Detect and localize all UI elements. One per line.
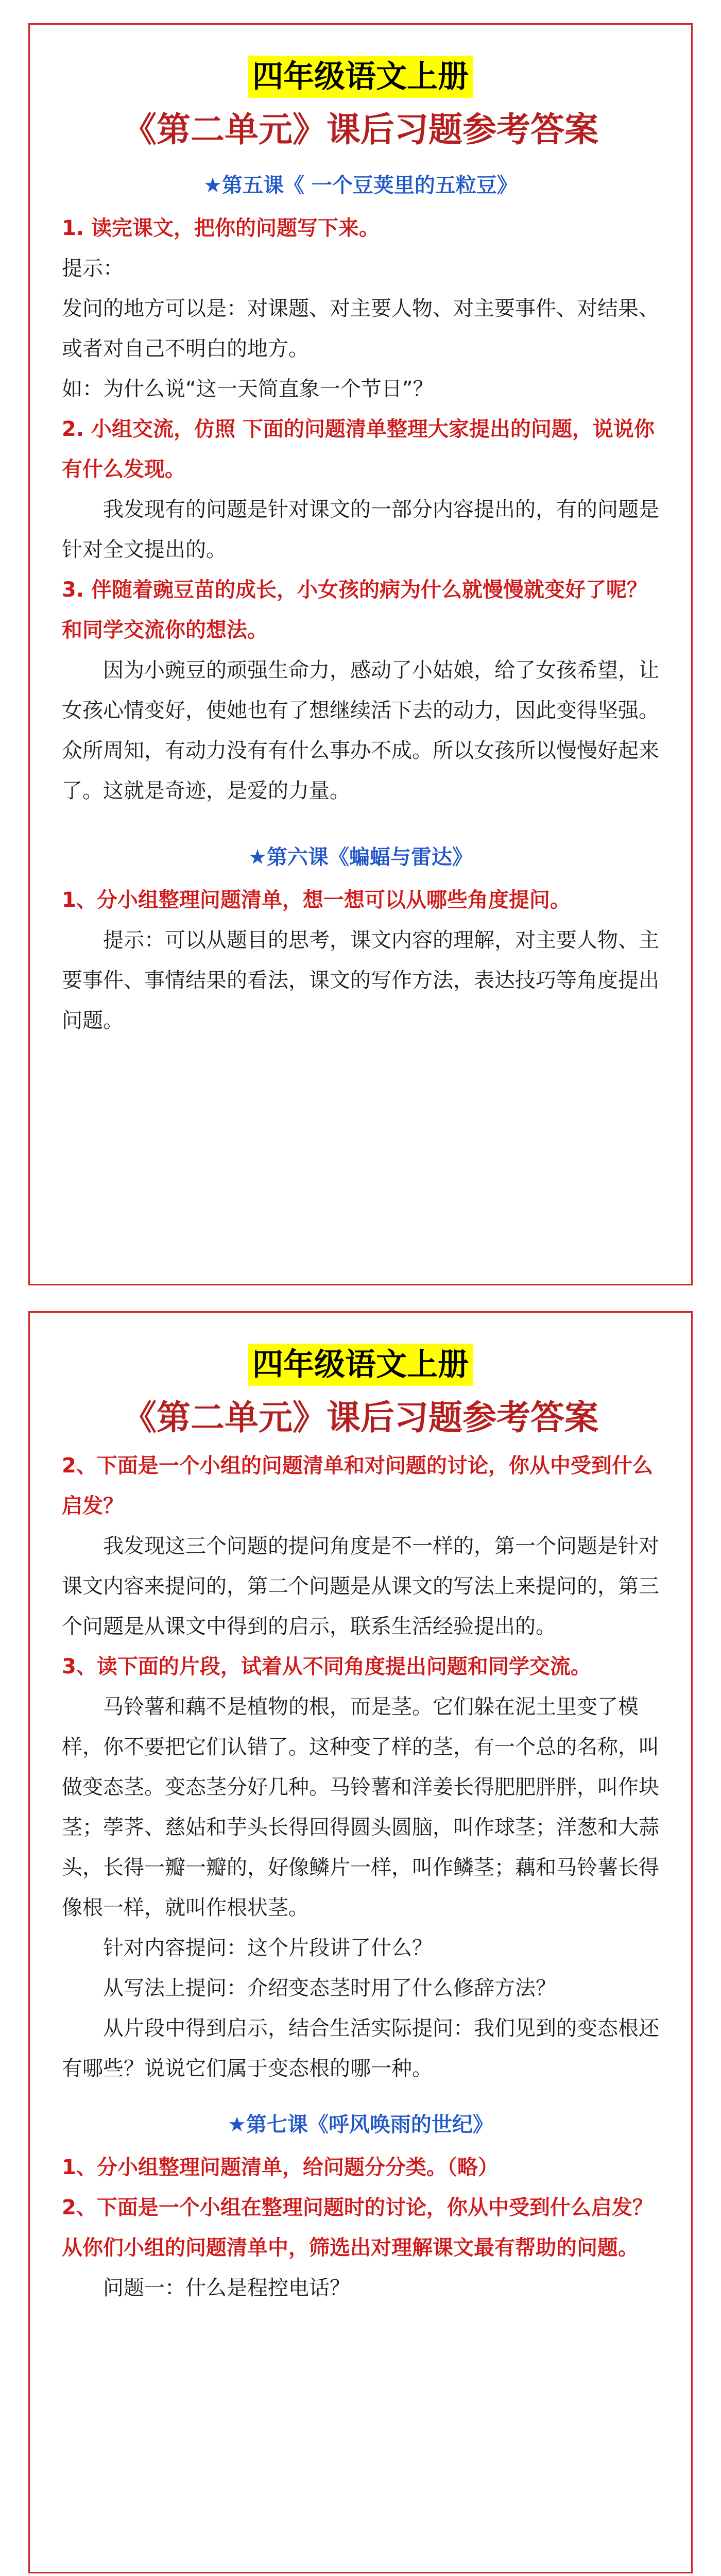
answer-6-3-writing: 从写法上提问：介绍变态茎时用了什么修辞方法？	[103, 1976, 556, 2000]
tip-text: 发问的地方可以是：对课题、对主要人物、对主要事件、对结果、或者对自己不明白的地方。	[62, 297, 659, 361]
lesson7-title: ★第七课《呼风唤雨的世纪》	[228, 2113, 493, 2137]
answer-card-1	[28, 23, 693, 1285]
header-subtitle: 《第二单元》课后习题参考答案	[123, 1397, 598, 1437]
answer-6-3-inspiration: 从片段中得到启示，结合生活实际提问：我们见到的变态根还有哪些？说说它们属于变态根的哪一种。	[62, 2016, 659, 2080]
header-title: 四年级语文上册	[248, 56, 473, 98]
answer-5-2: 我发现有的问题是针对课文的一部分内容提出的，有的问题是针对全文提出的。	[62, 498, 659, 562]
lesson5-title: ★第五课《 一个豆荚里的五粒豆》	[203, 174, 518, 197]
question-5-3: 3. 伴随着豌豆苗的成长，小女孩的病为什么就慢慢就变好了呢？和同学交流你的想法。	[62, 578, 647, 642]
question-6-2: 2、下面是一个小组的问题清单和对问题的讨论，你从中受到什么启发？	[62, 1454, 653, 1518]
answer-7-problem-1: 问题一：什么是程控电话？	[103, 2276, 350, 2300]
header-title: 四年级语文上册	[248, 1344, 473, 1386]
tip-label: 提示：	[62, 257, 124, 280]
answer-6-1: 提示：可以从题目的思考，课文内容的理解，对主要人物、主要事件、事情结果的看法，课文的写作方法，表达技巧等角度提出问题。	[62, 928, 659, 1032]
question-6-3: 3、读下面的片段，试着从不同角度提出问题和同学交流。	[62, 1655, 591, 1679]
question-5-1: 1. 读完课文，把你的问题写下来。	[62, 216, 380, 240]
header-subtitle: 《第二单元》课后习题参考答案	[123, 109, 598, 149]
answer-6-3-content: 针对内容提问：这个片段讲了什么？	[103, 1936, 433, 1960]
answer-6-2: 我发现这三个问题的提问角度是不一样的，第一个问题是针对课文内容来提问的，第二个问题是从课文的写法上来提问的，第三个问题是从课文中得到的启示，联系生活经验提出的。	[62, 1534, 659, 1638]
lesson6-title: ★第六课《蝙蝠与雷达》	[248, 845, 473, 869]
question-6-1: 1、分小组整理问题清单，想一想可以从哪些角度提问。	[62, 888, 571, 912]
tip-example: 如：为什么说“这一天简直象一个节日”？	[62, 377, 434, 401]
answer-card-2	[28, 1311, 693, 2573]
question-7-2: 2、下面是一个小组在整理问题时的讨论，你从中受到什么启发？从你们小组的问题清单中，筛选出对理解课文最有帮助的问题。	[62, 2196, 653, 2260]
passage-6-3: 马铃薯和藕不是植物的根，而是茎。它们躲在泥土里变了模样，你不要把它们认错了。这种变了样的茎，有一个总的名称，叫做变态茎。变态茎分好几种。马铃薯和洋姜长得肥肥胖胖，叫作块茎；荸荠、慈姑和芋头长得回得圆头圆脑，叫作球茎；洋葱和大蒜头，长得一瓣一瓣的，好像鳞片一样，叫作鳞茎；藕和马铃薯长得像根一样，就叫作根状茎。	[62, 1695, 659, 1920]
answer-5-3: 因为小豌豆的顽强生命力，感动了小姑娘，给了女孩希望，让女孩心情变好，使她也有了想继续活下去的动力，因此变得坚强。众所周知，有动力没有有什么事办不成。所以女孩所以慢慢好起来了。这就是奇迹，是爱的力量。	[62, 658, 659, 803]
question-7-1: 1、分小组整理问题清单，给问题分分类。（略）	[62, 2156, 499, 2179]
question-5-2: 2. 小组交流，仿照 下面的问题清单整理大家提出的问题，说说你有什么发现。	[62, 417, 655, 481]
